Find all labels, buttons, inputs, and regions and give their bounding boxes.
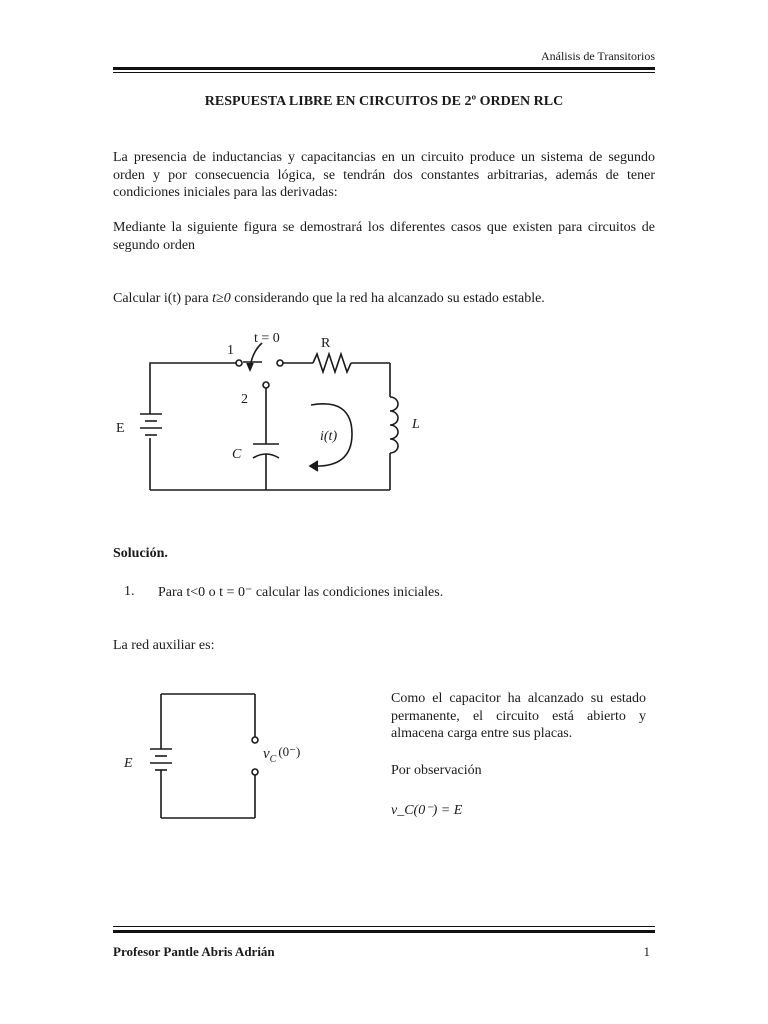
footer-rule-thick — [113, 930, 655, 933]
source-e-label: E — [116, 421, 125, 436]
step-text: Para t<0 o t = 0⁻ calcular las condiciones iniciales. — [158, 585, 444, 600]
header-title: Análisis de Transitorios — [540, 49, 655, 63]
resistor-label: R — [321, 336, 331, 351]
switch-label: t = 0 — [254, 331, 280, 346]
solution-heading: Solución. — [113, 546, 168, 561]
aux-source-label: E — [124, 756, 133, 771]
rlc-circuit-diagram — [100, 320, 440, 500]
inductor-label: L — [412, 417, 420, 432]
side-note: Como el capacitor ha alcanzado su estado permanente, el circuito está abierto y almacena carga entre sus placas. — [391, 691, 646, 741]
capacitor-label: C — [232, 447, 242, 462]
question-condition: t≥0 — [212, 291, 231, 306]
step-number: 1. — [124, 584, 135, 599]
aux-network-label: La red auxiliar es: — [113, 638, 215, 653]
footer-rule-thin — [113, 926, 655, 927]
intro-paragraph: La presencia de inductancias y capacitancias en un circuito produce un sistema de segundo orden y por consecuencia lógica, se tendrán dos constantes arbitrarias, además de tener condiciones iniciales para las derivadas: — [113, 150, 655, 200]
vc-equation: v_C(0⁻) = E — [391, 803, 463, 818]
current-label: i(t) — [320, 429, 338, 444]
observation-label: Por observación — [391, 763, 482, 778]
auxiliary-circuit-diagram — [110, 685, 330, 830]
footer-author: Profesor Pantle Abris Adrián — [113, 944, 275, 959]
problem-statement — [113, 290, 655, 308]
question-suffix: considerando que la red ha alcanzado su estado estable. — [230, 291, 545, 306]
node2-label: 2 — [241, 392, 248, 407]
figure-intro-paragraph: Mediante la siguiente figura se demostrará los diferentes casos que existen para circuitos de segundo orden — [113, 220, 655, 253]
page-number: 1 — [643, 944, 650, 959]
header-rule-thick — [113, 67, 655, 70]
header-rule-thin — [113, 72, 655, 73]
document-title: RESPUESTA LIBRE EN CIRCUITOS DE 2º ORDEN RLC — [204, 94, 564, 109]
node1-label: 1 — [227, 343, 234, 358]
question-prefix: Calcular i(t) para — [113, 291, 213, 306]
aux-vc-label: $v_C(0^-)$ — [263, 744, 301, 765]
